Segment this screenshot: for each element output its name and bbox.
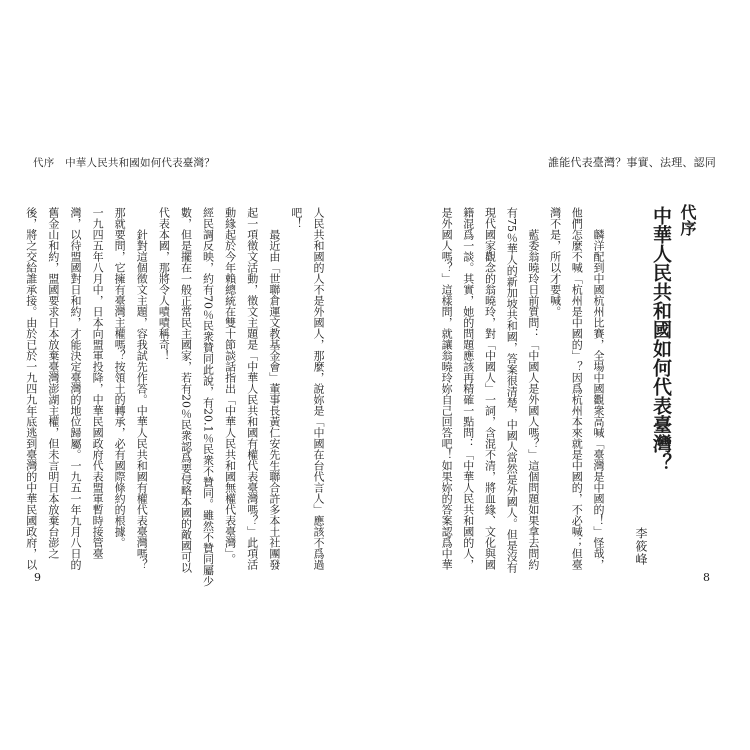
text-column: 是外國人嗎？」這樣問，就讓翁曉玲妳自己回答吧！如果妳的答案認爲中華 (440, 207, 454, 570)
text-column: 針對這個徵文主題，容我試先作答。中華人民共和國有權代表臺灣嗎？ (135, 229, 149, 570)
text-column: 數，但是擺在一般正常民主國家，若有20％民衆認爲要侵略本國的敵國可以 (179, 207, 193, 573)
text-column: 最近由「世聯倉運文教基金會」董事長黃仁安先生聯合許多本土社團發 (267, 229, 281, 570)
text-column: 藍委翁曉玲日前質問：「中國人是外國人嗎？」這個問題如果拿去問約 (526, 229, 540, 570)
page-number-left: 9 (34, 571, 41, 584)
page-number-right: 8 (703, 571, 710, 584)
text-column: 動緣起於今年賴總統在雙十節談話指出「中華人民共和國無權代表臺灣」。 (223, 207, 237, 565)
running-header-right: 誰能代表臺灣？事實、法理、認同 (548, 156, 716, 169)
chapter-title: 中華人民共和國如何代表臺灣？ (650, 206, 672, 472)
text-column: 經民調反映，約有70％民衆贊同此說，有20.1％民衆不贊同。雖然不贊同屬少 (201, 207, 215, 587)
text-column: 代表本國，那將令人嘖嘖稱奇！ (157, 207, 171, 361)
text-column: 起一項徵文活動，徵文主題是「中華人民共和國有權代表臺灣嗎？」此項活 (245, 207, 259, 570)
running-header-left: 代序 中華人民共和國如何代表臺灣？ (33, 157, 215, 169)
text-column: 一九四五年八月中，日本向盟軍投降，中華民國政府代表盟軍暫時接管臺 (91, 207, 105, 559)
text-column: 有75％華人的新加坡共和國，答案很清楚，中國人當然是外國人。但是沒有 (505, 207, 519, 573)
author-name: 李筱峰 (634, 527, 648, 566)
text-column: 灣，以待盟國對日和約，才能決定臺灣的地位歸屬。一九五一年九月八日的 (68, 207, 82, 570)
text-column: 人民共和國的人不是外國人，那麼，說妳是「中國在台代言人」應該不爲過 (312, 207, 325, 570)
text-column: 現代國家觀念的翁曉玲，對「中國人」一詞，含混不清，將血緣、文化與國 (483, 207, 497, 570)
text-column: 他們怎麼不喊「杭州是中國的」？因爲杭州本來就是中國的，不必喊；但臺 (570, 207, 584, 570)
right-page-body (435, 207, 609, 575)
text-column: 吧！ (289, 207, 303, 229)
text-column: 灣不是，所以才要喊。 (548, 207, 562, 317)
section-label: 代序 (678, 204, 697, 236)
text-column: 麟洋配到中國杭州比賽，全場中國觀衆高喊「臺灣是中國的！」怪哉， (592, 229, 605, 570)
text-column: 那就要問，它擁有臺灣主權嗎？按領土的轉承，必有國際條約的根據。 (113, 207, 127, 548)
text-column: 舊金山和約，盟國要求日本放棄臺灣澎湖主權，但未言明日本放棄台澎之 (46, 207, 60, 559)
text-column: 後，將之交給誰承接。由於已於一九四九年底逃到臺灣的中華民國政府，以 (24, 207, 38, 570)
text-column: 籍混爲一談。其實，她的問題應該再精確一點問：「中華人民共和國的人， (461, 207, 475, 570)
left-page-body (19, 207, 329, 587)
